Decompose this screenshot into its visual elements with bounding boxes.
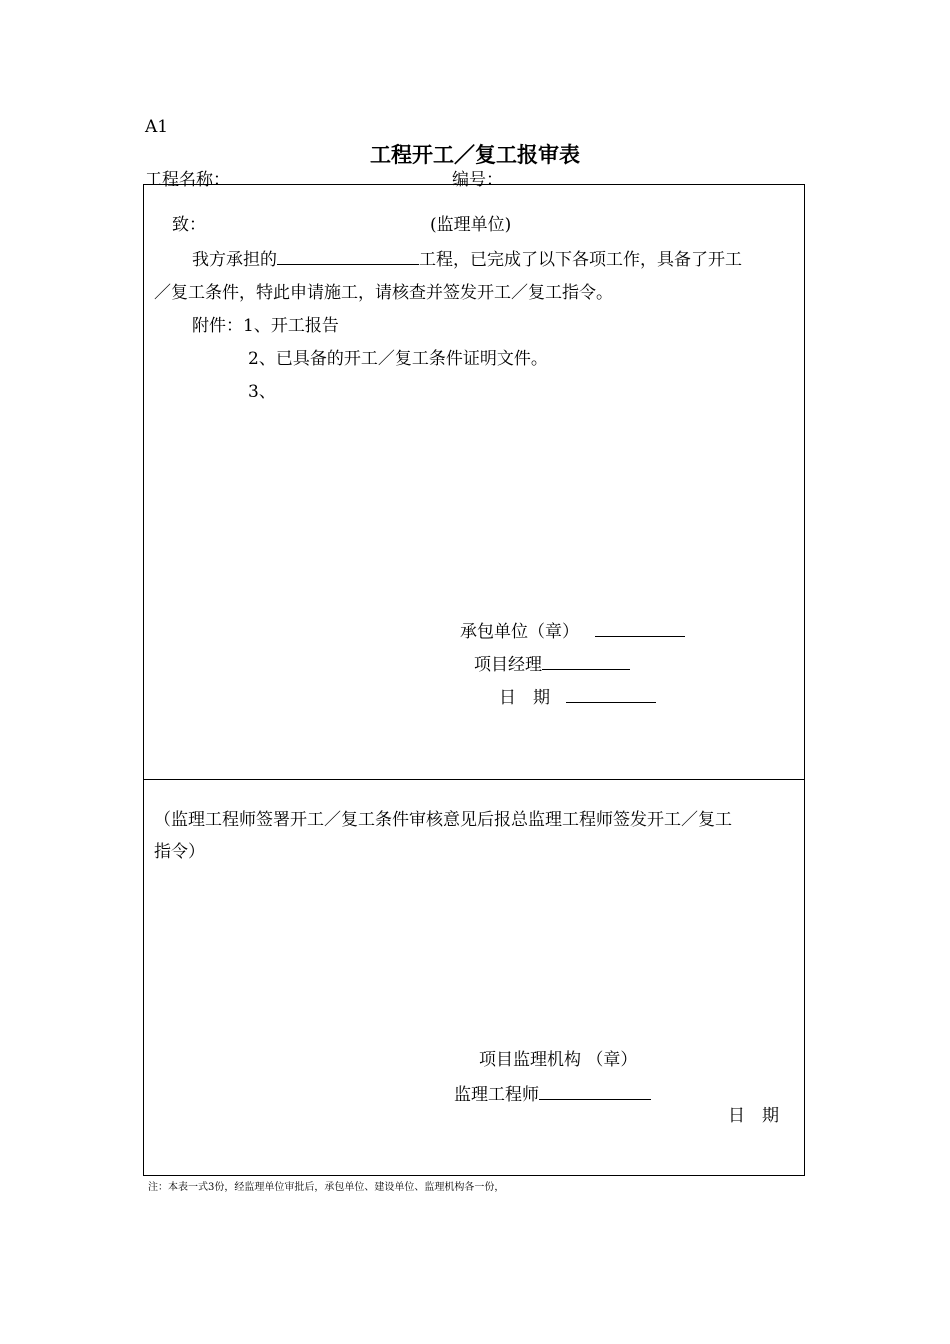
attachment-item-2: 2、已具备的开工／复工条件证明文件。	[248, 349, 548, 369]
contractor-blank[interactable]	[595, 618, 685, 637]
date-label-1: 日 期	[499, 688, 550, 708]
footnote: 注：本表一式3份，经监理单位审批后，承包单位、建设单位、监理机构各一份，	[148, 1182, 505, 1193]
number-label: 编号：	[452, 170, 503, 190]
project-name-label: 工程名称：	[145, 170, 230, 190]
attachment-item-3: 3、	[248, 382, 276, 402]
manager-blank[interactable]	[542, 651, 630, 670]
section-divider	[144, 779, 804, 780]
attachments-label: 附件：	[192, 316, 243, 336]
review-instruction-line-1: （监理工程师签署开工／复工条件审核意见后报总监理工程师签发开工／复工	[154, 810, 732, 830]
supervision-org-label: 项目监理机构 （章）	[479, 1050, 638, 1070]
page-title: 工程开工／复工报审表	[370, 143, 580, 167]
date-label-2: 日 期	[728, 1106, 779, 1126]
manager-label: 项目经理	[474, 655, 542, 675]
date-blank-1[interactable]	[566, 684, 656, 703]
engineer-label: 监理工程师	[454, 1085, 539, 1105]
attachment-item-1	[192, 311, 339, 336]
contractor-label: 承包单位（章）	[460, 622, 579, 642]
form-table	[143, 184, 805, 1176]
project-blank[interactable]	[277, 246, 419, 265]
to-label: 致：	[172, 215, 206, 235]
engineer-blank[interactable]	[539, 1081, 651, 1100]
manager-signature-row	[474, 650, 630, 675]
supervisor-unit-label: (监理单位)	[430, 215, 512, 235]
contractor-signature-row	[460, 617, 685, 642]
body-line-1-pre: 我方承担的	[192, 250, 277, 270]
attachment-1-text: 1、开工报告	[243, 316, 339, 336]
body-line-1-post: 工程，已完成了以下各项工作，具备了开工	[419, 250, 742, 270]
engineer-signature-row	[454, 1080, 651, 1105]
date-row-1	[499, 683, 656, 708]
body-line-1	[192, 245, 742, 270]
body-line-2: ／复工条件，特此申请施工，请核查并签发开工／复工指令。	[154, 283, 613, 303]
form-code: A1	[145, 117, 169, 137]
review-instruction-line-2: 指令）	[154, 842, 205, 862]
